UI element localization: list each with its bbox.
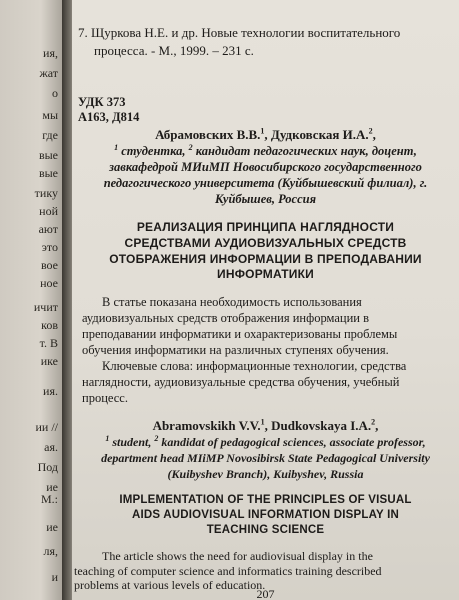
udk-code: УДК 373 — [78, 95, 126, 109]
abstract-en: teaching of computer science and informatics training described — [74, 564, 382, 578]
title-ru: ОТОБРАЖЕНИЯ ИНФОРМАЦИИ В ПРЕПОДАВАНИИ — [109, 252, 422, 266]
left-fragment: М.: — [40, 492, 58, 506]
left-fragment: ков — [41, 318, 58, 332]
left-fragment: и — [51, 570, 58, 584]
page-number: 207 — [256, 587, 275, 600]
abstract-en: problems at various levels of education. — [74, 578, 266, 592]
title-ru: РЕАЛИЗАЦИЯ ПРИНЦИПА НАГЛЯДНОСТИ — [136, 220, 395, 234]
left-fragment: жат — [39, 66, 58, 80]
authors-ru: Абрамовских В.В.$^1$, Дудковская И.А.$^2$, — [155, 126, 376, 142]
reference-line: 7. Щуркова Н.Е. и др. Новые технологии воспитательного — [78, 25, 401, 40]
abstract-ru: В статье показана необходимость использования — [102, 295, 362, 309]
affiliation-ru: Куйбышев, Россия — [214, 192, 317, 206]
left-fragment: вое — [40, 258, 58, 272]
left-fragment: ие — [46, 480, 58, 494]
left-fragment: тику — [34, 186, 58, 200]
left-fragment: ия. — [43, 384, 58, 398]
left-fragment: ля, — [43, 544, 58, 558]
title-ru: СРЕДСТВАМИ АУДИОВИЗУАЛЬНЫХ СРЕДСТВ — [124, 236, 407, 250]
title-en: TEACHING SCIENCE — [206, 524, 325, 536]
left-fragment: ие — [46, 520, 58, 534]
abstract-en: The article shows the need for audiovisual display in the — [102, 549, 373, 563]
affiliation-en: department head MIiMP Novosibirsk State Pedagogical University — [101, 451, 430, 465]
left-facing-page — [0, 0, 68, 600]
left-fragment: ии // — [35, 420, 58, 434]
left-fragment: ая. — [44, 440, 58, 454]
keywords-ru: Ключевые слова: информационные технологии, средства — [102, 359, 407, 373]
abstract-ru: аудиовизуальных средств отображения информации в — [82, 311, 369, 325]
udk-code: А163, Д814 — [78, 110, 140, 124]
left-fragment: вые — [38, 148, 58, 162]
left-fragment: где — [42, 128, 58, 142]
left-fragment: это — [41, 240, 58, 254]
reference-line: процесса. - М., 1999. – 231 с. — [94, 43, 254, 58]
left-fragment: ике — [40, 354, 58, 368]
keywords-ru: процесс. — [82, 391, 128, 405]
left-fragment: мы — [42, 108, 58, 122]
left-fragment: Под — [37, 460, 58, 474]
abstract-ru: преподавании информатики и охарактеризованы проблемы — [82, 327, 398, 341]
left-fragment: ное — [40, 276, 58, 290]
left-fragment: вые — [38, 166, 58, 180]
left-fragment: т. В — [39, 336, 58, 350]
book-page — [72, 0, 459, 600]
title-en: AIDS AUDIOVISUAL INFORMATION DISPLAY IN — [132, 509, 399, 521]
left-fragment: ичит — [33, 300, 58, 314]
left-fragment: ия, — [43, 46, 58, 60]
abstract-ru: обучения информатики на различных ступенях обучения. — [82, 343, 389, 357]
keywords-ru: наглядности, аудиовизуальные средства обучения, учебный — [82, 375, 400, 389]
left-fragment: ают — [38, 222, 58, 236]
left-fragment: ной — [39, 204, 58, 218]
affiliation-en: $^1$ student, $^2$ kandidat of pedagogical sciences, associate professor, — [105, 434, 426, 449]
affiliation-en: (Kuibyshev Branch), Kuibyshev, Russia — [167, 467, 364, 481]
title-ru: ИНФОРМАТИКИ — [217, 267, 314, 281]
authors-en: Abramovskikh V.V.$^1$, Dudkovskaya I.A.$^2$, — [152, 417, 379, 433]
affiliation-ru: завкафедрой МИиМП Новосибирского государственного — [109, 160, 422, 174]
affiliation-ru: педагогического университета (Куйбышевский филиал), г. — [103, 176, 428, 190]
left-fragment: о — [52, 86, 58, 100]
affiliation-ru: $^1$ студентка, $^2$ кандидат педагогических наук, доцент, — [114, 142, 417, 158]
title-en: IMPLEMENTATION OF THE PRINCIPLES OF VISUAL — [119, 494, 412, 506]
